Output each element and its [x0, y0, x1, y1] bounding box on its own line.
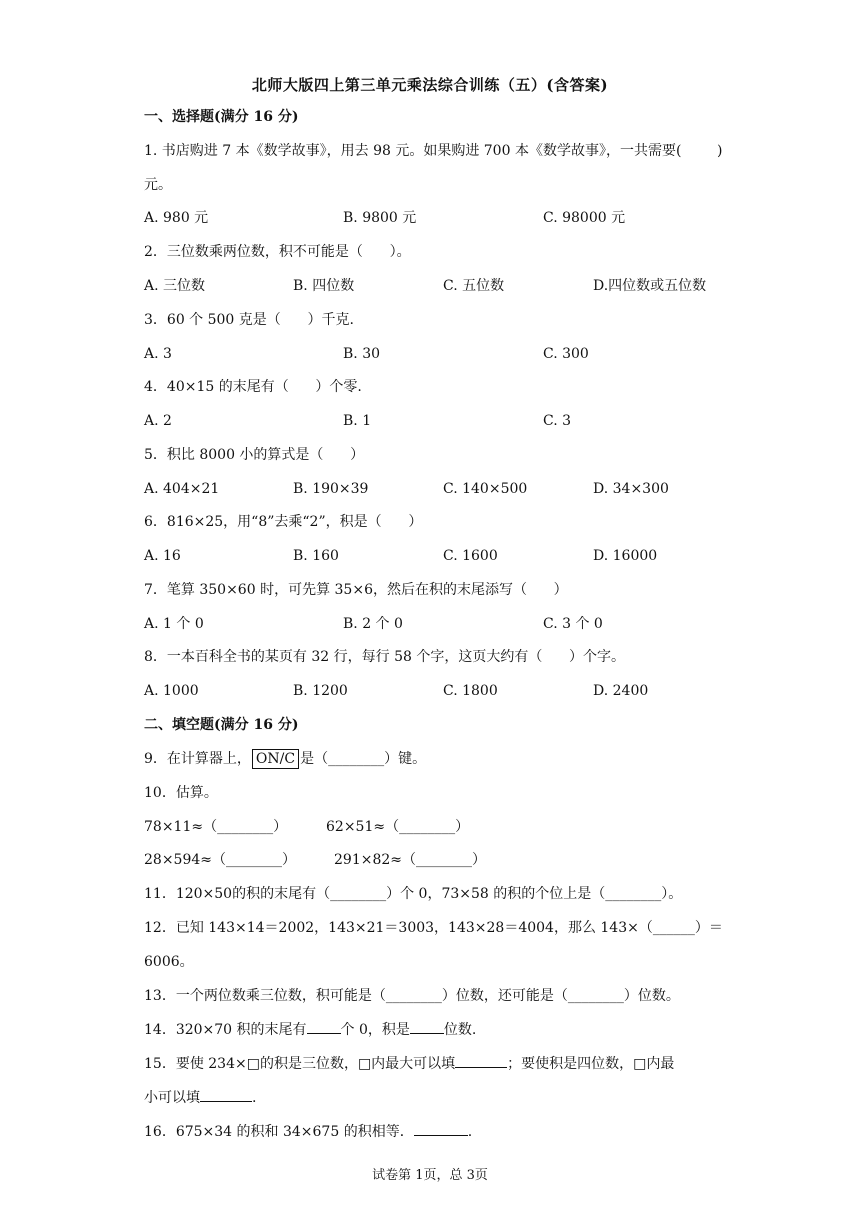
question-16: [144, 1121, 472, 1142]
calculator-key-on-c: ON/C: [252, 749, 299, 769]
question-5-stem: 5．积比 8000 小的算式是（ ）: [144, 447, 365, 463]
q8-option-a: A. 1000: [144, 683, 199, 699]
q5-option-a: A. 404×21: [144, 481, 220, 497]
answer-blank: [200, 1087, 252, 1102]
question-14-part-b: 个 0，积是: [340, 1022, 410, 1038]
q8-option-c: C. 1800: [443, 683, 498, 699]
question-11: 11．120×50的积的末尾有（________）个 0，73×58 的积的个位上是（________）。: [144, 886, 683, 902]
page-footer: 试卷第 1页，总 3页: [372, 1168, 488, 1183]
q3-option-a: A. 3: [144, 346, 172, 362]
q2-option-b: B. 四位数: [293, 278, 355, 294]
q6-option-b: B. 160: [293, 548, 339, 564]
section-heading-choice: 一、选择题(满分 16 分): [144, 109, 299, 125]
q3-option-b: B. 30: [343, 346, 381, 362]
question-14: [144, 1019, 476, 1040]
document-title: 北师大版四上第三单元乘法综合训练（五）(含答案): [251, 76, 609, 94]
q4-option-a: A. 2: [144, 413, 172, 429]
question-7-stem: 7．笔算 350×60 时，可先算 35×6，然后在积的末尾添写（ ）: [144, 582, 568, 598]
q6-option-c: C. 1600: [443, 548, 498, 564]
section-heading-fill: 二、填空题(满分 16 分): [144, 717, 299, 733]
question-15-part-d: .: [252, 1090, 257, 1106]
q1-option-a: A. 980 元: [144, 210, 209, 226]
question-15-part-a: 15．要使 234×□的积是三位数，□内最大可以填: [144, 1056, 456, 1072]
question-1-stem: 1. 书店购进 7 本《数学故事》，用去 98 元。如果购进 700 本《数学故事》，一共需要( ): [144, 143, 723, 159]
question-15-part-b: ；要使积是四位数，□内最: [507, 1056, 675, 1072]
q2-option-d: D.四位数或五位数: [593, 278, 707, 294]
question-12-line2: 6006。: [144, 954, 194, 970]
question-12-line1: 12．已知 143×14＝2002，143×21＝3003，143×28＝4004，那么 143×（______）＝: [144, 920, 723, 936]
question-6-stem: 6．816×25，用“8”去乘“2”，积是（ ）: [144, 514, 423, 530]
q5-option-d: D. 34×300: [593, 481, 669, 497]
q1-option-c: C. 98000 元: [543, 210, 626, 226]
question-14-part-c: 位数.: [443, 1022, 477, 1038]
question-16-part-b: .: [467, 1124, 473, 1140]
question-15-part-c: 小可以填: [144, 1090, 200, 1106]
q7-option-b: B. 2 个 0: [343, 616, 403, 632]
answer-blank: [410, 1019, 444, 1034]
q2-option-c: C. 五位数: [443, 278, 505, 294]
question-15-line1: [144, 1053, 674, 1074]
q5-option-c: C. 140×500: [443, 481, 528, 497]
q10-estimate-a: 78×11≈（________）: [144, 819, 288, 835]
question-3-stem: 3．60 个 500 克是（ ）千克.: [144, 312, 354, 328]
q6-option-d: D. 16000: [593, 548, 658, 564]
answer-blank: [307, 1019, 341, 1034]
q7-option-a: A. 1 个 0: [144, 616, 204, 632]
q10-estimate-c: 28×594≈（________）: [144, 852, 296, 868]
question-9-pre: 9．在计算器上，: [144, 751, 251, 767]
q8-option-b: B. 1200: [293, 683, 348, 699]
q1-option-b: B. 9800 元: [343, 210, 417, 226]
question-13: 13．一个两位数乘三位数，积可能是（________）位数，还可能是（________）位数。: [144, 988, 680, 1004]
q8-option-d: D. 2400: [593, 683, 649, 699]
q7-option-c: C. 3 个 0: [543, 616, 603, 632]
question-4-stem: 4．40×15 的末尾有（ ）个零.: [144, 379, 362, 395]
q2-option-a: A. 三位数: [144, 278, 206, 294]
q4-option-b: B. 1: [343, 413, 372, 429]
answer-blank: [455, 1053, 507, 1068]
q10-estimate-b: 62×51≈（________）: [326, 819, 470, 835]
q6-option-a: A. 16: [144, 548, 181, 564]
q5-option-b: B. 190×39: [293, 481, 369, 497]
question-9: [144, 749, 426, 769]
answer-blank: [414, 1121, 468, 1136]
question-15-line2: [144, 1087, 256, 1108]
question-16-part-a: 16．675×34 的积和 34×675 的积相等．: [144, 1124, 414, 1140]
question-14-part-a: 14．320×70 积的末尾有: [144, 1022, 307, 1038]
question-9-post: 是（________）键。: [300, 751, 427, 767]
q10-estimate-d: 291×82≈（________）: [334, 852, 486, 868]
q3-option-c: C. 300: [543, 346, 589, 362]
question-8-stem: 8．一本百科全书的某页有 32 行，每行 58 个字，这页大约有（ ）个字。: [144, 649, 626, 665]
q4-option-c: C. 3: [543, 413, 572, 429]
question-10-stem: 10．估算。: [144, 785, 218, 801]
question-1-stem-cont: 元。: [144, 177, 172, 193]
question-2-stem: 2．三位数乘两位数，积不可能是（ ）。: [144, 244, 411, 260]
